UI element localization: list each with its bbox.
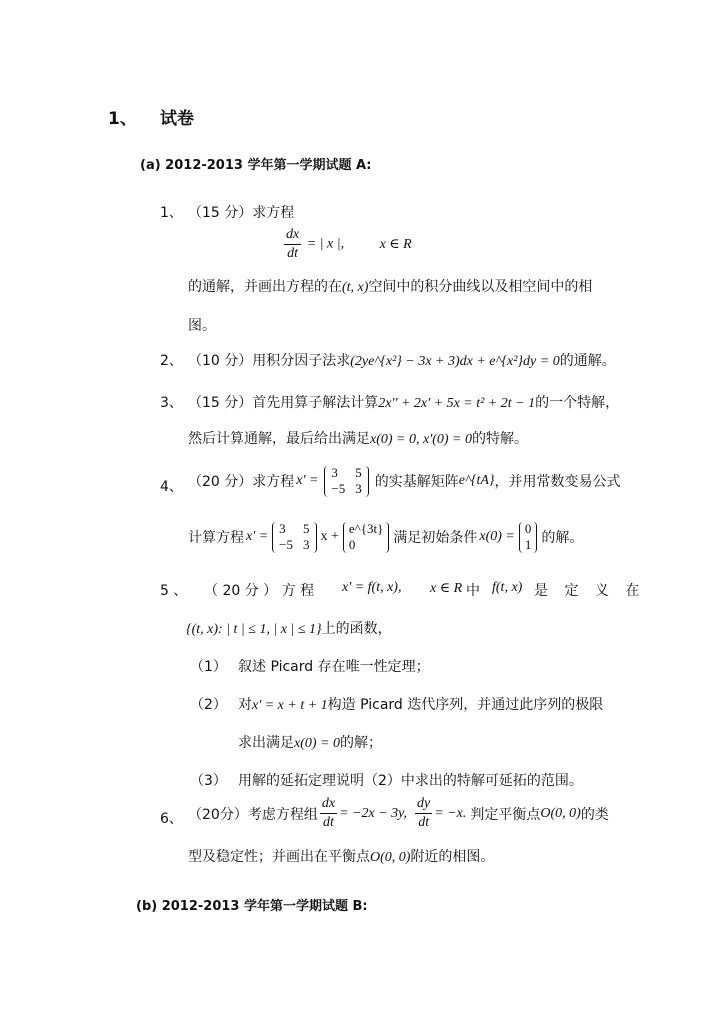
q6-tail: 的类 xyxy=(580,806,609,823)
matrix-cell: 3 xyxy=(303,537,310,553)
q5-item2-line2-b: 的解； xyxy=(340,735,382,751)
q1-line2-text-b: 空间中的积分曲线以及相空间中的相 xyxy=(368,279,593,295)
q2-math: (2ye^{x²} − 3x + 3)dx + e^{x²}dy = 0 xyxy=(350,354,560,369)
vector-cell: 1 xyxy=(524,537,532,553)
q2-suffix: 的通解。 xyxy=(559,353,616,369)
q3-line2-text-b: 的特解。 xyxy=(471,431,528,447)
q6-line2-point: O(0, 0) xyxy=(370,850,411,865)
q6-line2-text-a: 型及稳定性；并画出在平衡点 xyxy=(188,849,370,865)
q1-eq-rhs: = | x |, xyxy=(306,236,345,252)
q5-item1-text: 叙述 Picard 存在唯一性定理； xyxy=(238,659,430,675)
q5-item2-line2-a: 求出满足 xyxy=(238,735,294,751)
q5-item1-mark: （1） xyxy=(190,659,227,675)
q1-eq-den: dt xyxy=(287,246,299,261)
q6-point: O(0, 0) xyxy=(540,805,581,821)
exam-b-heading: (b) 2012-2013 学年第一学期试题 B: xyxy=(136,899,368,914)
exam-a-heading: (a) 2012-2013 学年第一学期试题 A: xyxy=(140,158,372,173)
q5-item3-mark: （3） xyxy=(190,773,227,789)
q5-item2-math: x' = x + t + 1 xyxy=(252,698,328,713)
q1-line2-math: (t, x) xyxy=(342,280,369,295)
q4-lhs: x' = xyxy=(296,473,319,489)
q4-expA: e^{tA} xyxy=(458,473,495,489)
q4-line2-text-a: 计算方程 xyxy=(188,530,244,547)
q6-mid: 判定平衡点 xyxy=(470,806,541,823)
q5-tail: 是 定 义 在 xyxy=(534,583,646,599)
q3-body xyxy=(188,392,619,412)
q4-prefix: （20 分）求方程 xyxy=(188,474,295,491)
q5-item2-text-a: 对 xyxy=(238,697,252,713)
q5-mid: 中 xyxy=(466,583,480,599)
q4-forcing-vector xyxy=(343,522,389,553)
q5-region: {(t, x): | t | ≤ 1, | x | ≤ 1} xyxy=(186,622,322,637)
q1-eq-num: dx xyxy=(284,228,301,245)
q1-eq-domain: x ∈ R xyxy=(379,236,412,252)
q3-line2-math: x(0) = 0, x'(0) = 0 xyxy=(370,432,472,447)
q5-domain: x ∈ R xyxy=(430,581,463,596)
q4-body xyxy=(188,466,621,497)
q6-eq1-rhs: = −2x − 3y, xyxy=(339,805,408,821)
q5-item2-text xyxy=(238,694,603,714)
q3-prefix: （15 分）首先用算子解法计算 xyxy=(188,395,379,411)
q1-line3: 图。 xyxy=(188,318,216,334)
q6-eq2-rhs: = −x. xyxy=(434,805,467,821)
q4-init-math: x(0) = xyxy=(479,529,515,545)
vector-cell: e^{3t} xyxy=(348,521,384,536)
q4-line2: 计算方程 x' = 3 5 −5 3 x + e^{3t} 0 满足初始条件 x(0) = 0 1 的解。 xyxy=(188,521,584,553)
q3-line2 xyxy=(188,428,528,448)
q3-suffix: 的一个特解， xyxy=(535,395,620,411)
q4-number: 4、 xyxy=(160,479,183,495)
q1-number: 1、 xyxy=(160,205,183,221)
q1-line2 xyxy=(188,276,592,296)
matrix-cell: −5 xyxy=(331,481,346,497)
q2-prefix: （10 分）用积分因子法求 xyxy=(188,353,351,369)
q4-line2-text-b: 满足初始条件 xyxy=(393,530,478,547)
q5-item2-text-b: 构造 Picard 迭代序列，并通过此序列的极限 xyxy=(327,697,604,713)
q5-item2-line2-math: x(0) = 0 xyxy=(294,736,340,751)
vector-cell: 0 xyxy=(348,537,356,553)
q6-eq1-num: dx xyxy=(320,797,337,814)
q3-number: 3、 xyxy=(160,395,183,411)
q5-region-tail: 上的函数， xyxy=(321,621,392,637)
q5-math: x' = f(t, x), xyxy=(342,580,402,595)
matrix-cell: 3 xyxy=(355,481,362,497)
q6-line2-text-b: 附近的相图。 xyxy=(410,849,495,865)
q2-number: 2、 xyxy=(160,353,183,369)
q4-mid: 的实基解矩阵 xyxy=(374,474,459,491)
q6-number: 6、 xyxy=(160,811,183,827)
q6-eq2-num: dy xyxy=(415,797,432,814)
matrix-cell: 3 xyxy=(279,521,286,536)
matrix-cell: 5 xyxy=(303,521,310,536)
q5-prefix: （ 20 分 ） 方 程 xyxy=(204,583,315,599)
q5-region-line xyxy=(186,618,392,638)
q2-body xyxy=(188,350,616,370)
q4-tail: ，并用常数变易公式 xyxy=(494,474,621,491)
q6-prefix: （20分）考虑方程组 xyxy=(188,806,318,823)
q1-prefix: （15 分）求方程 xyxy=(188,205,295,221)
q6-eq2-den: dt xyxy=(418,815,430,830)
q3-line2-text-a: 然后计算通解，最后给出满足 xyxy=(188,431,370,447)
matrix-cell: −5 xyxy=(279,537,293,553)
q4-matrix-2 xyxy=(272,522,316,553)
q4-lhs2: x' = xyxy=(246,529,269,545)
q1-line2-text-a: 的通解，并画出方程的在 xyxy=(188,279,342,295)
q5-item2-mark: （2） xyxy=(190,697,227,713)
matrix-cell: 3 xyxy=(331,465,338,480)
vector-cell: 0 xyxy=(524,521,532,536)
q5-item3-text: 用解的延拓定理说明（2）中求出的特解可延拓的范围。 xyxy=(238,773,583,789)
q4-line2-text-c: 的解。 xyxy=(541,530,584,547)
q5-number: 5 、 xyxy=(160,583,188,599)
section-number: 1、 xyxy=(108,109,137,129)
matrix-cell: 5 xyxy=(355,465,362,480)
q5-f: f(t, x) xyxy=(492,580,523,595)
q3-math: 2x'' + 2x' + 5x = t² + 2t − 1 xyxy=(378,396,536,411)
q4-init-vector xyxy=(519,522,538,553)
q6-eq1-den: dt xyxy=(322,815,334,830)
q1-equation xyxy=(282,228,412,261)
q4-matrix xyxy=(324,466,368,497)
q6-body xyxy=(188,797,609,830)
q6-line2 xyxy=(188,846,494,866)
q5-item2-line2 xyxy=(238,732,382,752)
section-title: 试卷 xyxy=(160,109,194,129)
